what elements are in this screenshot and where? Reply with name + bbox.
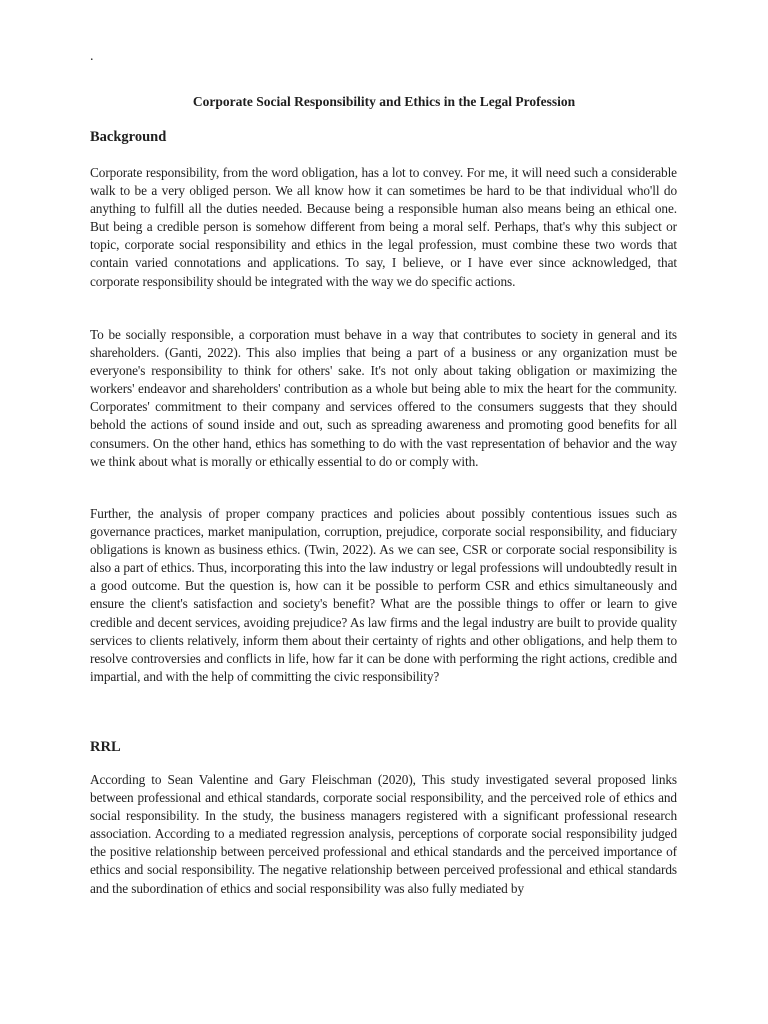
section-heading-background: Background (90, 129, 167, 145)
background-paragraph-3: Further, the analysis of proper company practices and policies about possibly contentious issues such as governance practices, market manipulation, corruption, prejudice, corporate social responsibility, and fiduciary obligations is known as business ethics. (Twin, 2022). As we can see, CSR or corporate social responsibility is also a part of ethics. Thus, incorporating this into the law industry or legal professions will undoubtedly result in a good outcome. But the question is, how can it be possible to perform CSR and ethics simultaneously and ensure the client's satisfaction and society's benefit? What are the possible things to offer or learn to give credible and decent services, avoiding prejudice? As law firms and the legal industry are built to provide quality services to clients relatively, inform them about their certainty of rights and other obligations, and help them to resolve controversies and conflicts in life, how far it can be done with performing the right actions, credible and impartial, and with the help of committing the civic responsibility? (90, 506, 677, 684)
background-paragraph-2: To be socially responsible, a corporation must behave in a way that contributes to society in general and its shareholders. (Ganti, 2022). This also implies that being a part of a business or any organization must be everyone's responsibility to think for others' sake. It's not only about taking obligation or maximizing the workers' endeavor and shareholders' contribution as a whole but being able to mix the heart for the community. Corporates' commitment to their company and services offered to the consumers suggests that they should behold the actions of sound inside and out, such as spreading awareness and promoting good benefits for all consumers. On the other hand, ethics has something to do with the vast representation of behavior and the way we think about what is morally or ethically essential to do or comply with. (90, 327, 677, 469)
rrl-paragraph-1: According to Sean Valentine and Gary Fleischman (2020), This study investigated several proposed links between professional and ethical standards, corporate social responsibility, and the perceived role of ethics and social responsibility. In the study, the business managers registered with a significant professional research association. According to a mediated regression analysis, perceptions of corporate social responsibility judged the positive relationship between perceived professional and ethical standards and the perceived importance of ethics and social responsibility. The negative relationship between perceived professional and ethical standards and the subordination of ethics and social responsibility was also fully mediated by (90, 772, 677, 896)
leading-dot: . (90, 49, 94, 64)
background-paragraph-1: Corporate responsibility, from the word obligation, has a lot to convey. For me, it will need such a considerable walk to be a very obliged person. We all know how it can sometimes be hard to be that individual who'll do anything to fulfill all the duties needed. Because being a responsible human also means being an ethical one. But being a credible person is somehow different from being a moral self. Perhaps, that's why this subject or topic, corporate social responsibility and ethics in the legal profession, must combine these two words that contain varied connotations and applications. To say, I believe, or I have ever since acknowledged, that corporate responsibility should be integrated with the way we do specific actions. (90, 165, 677, 289)
document-title: Corporate Social Responsibility and Ethics in the Legal Profession (192, 94, 576, 109)
section-heading-rrl: RRL (90, 739, 121, 755)
